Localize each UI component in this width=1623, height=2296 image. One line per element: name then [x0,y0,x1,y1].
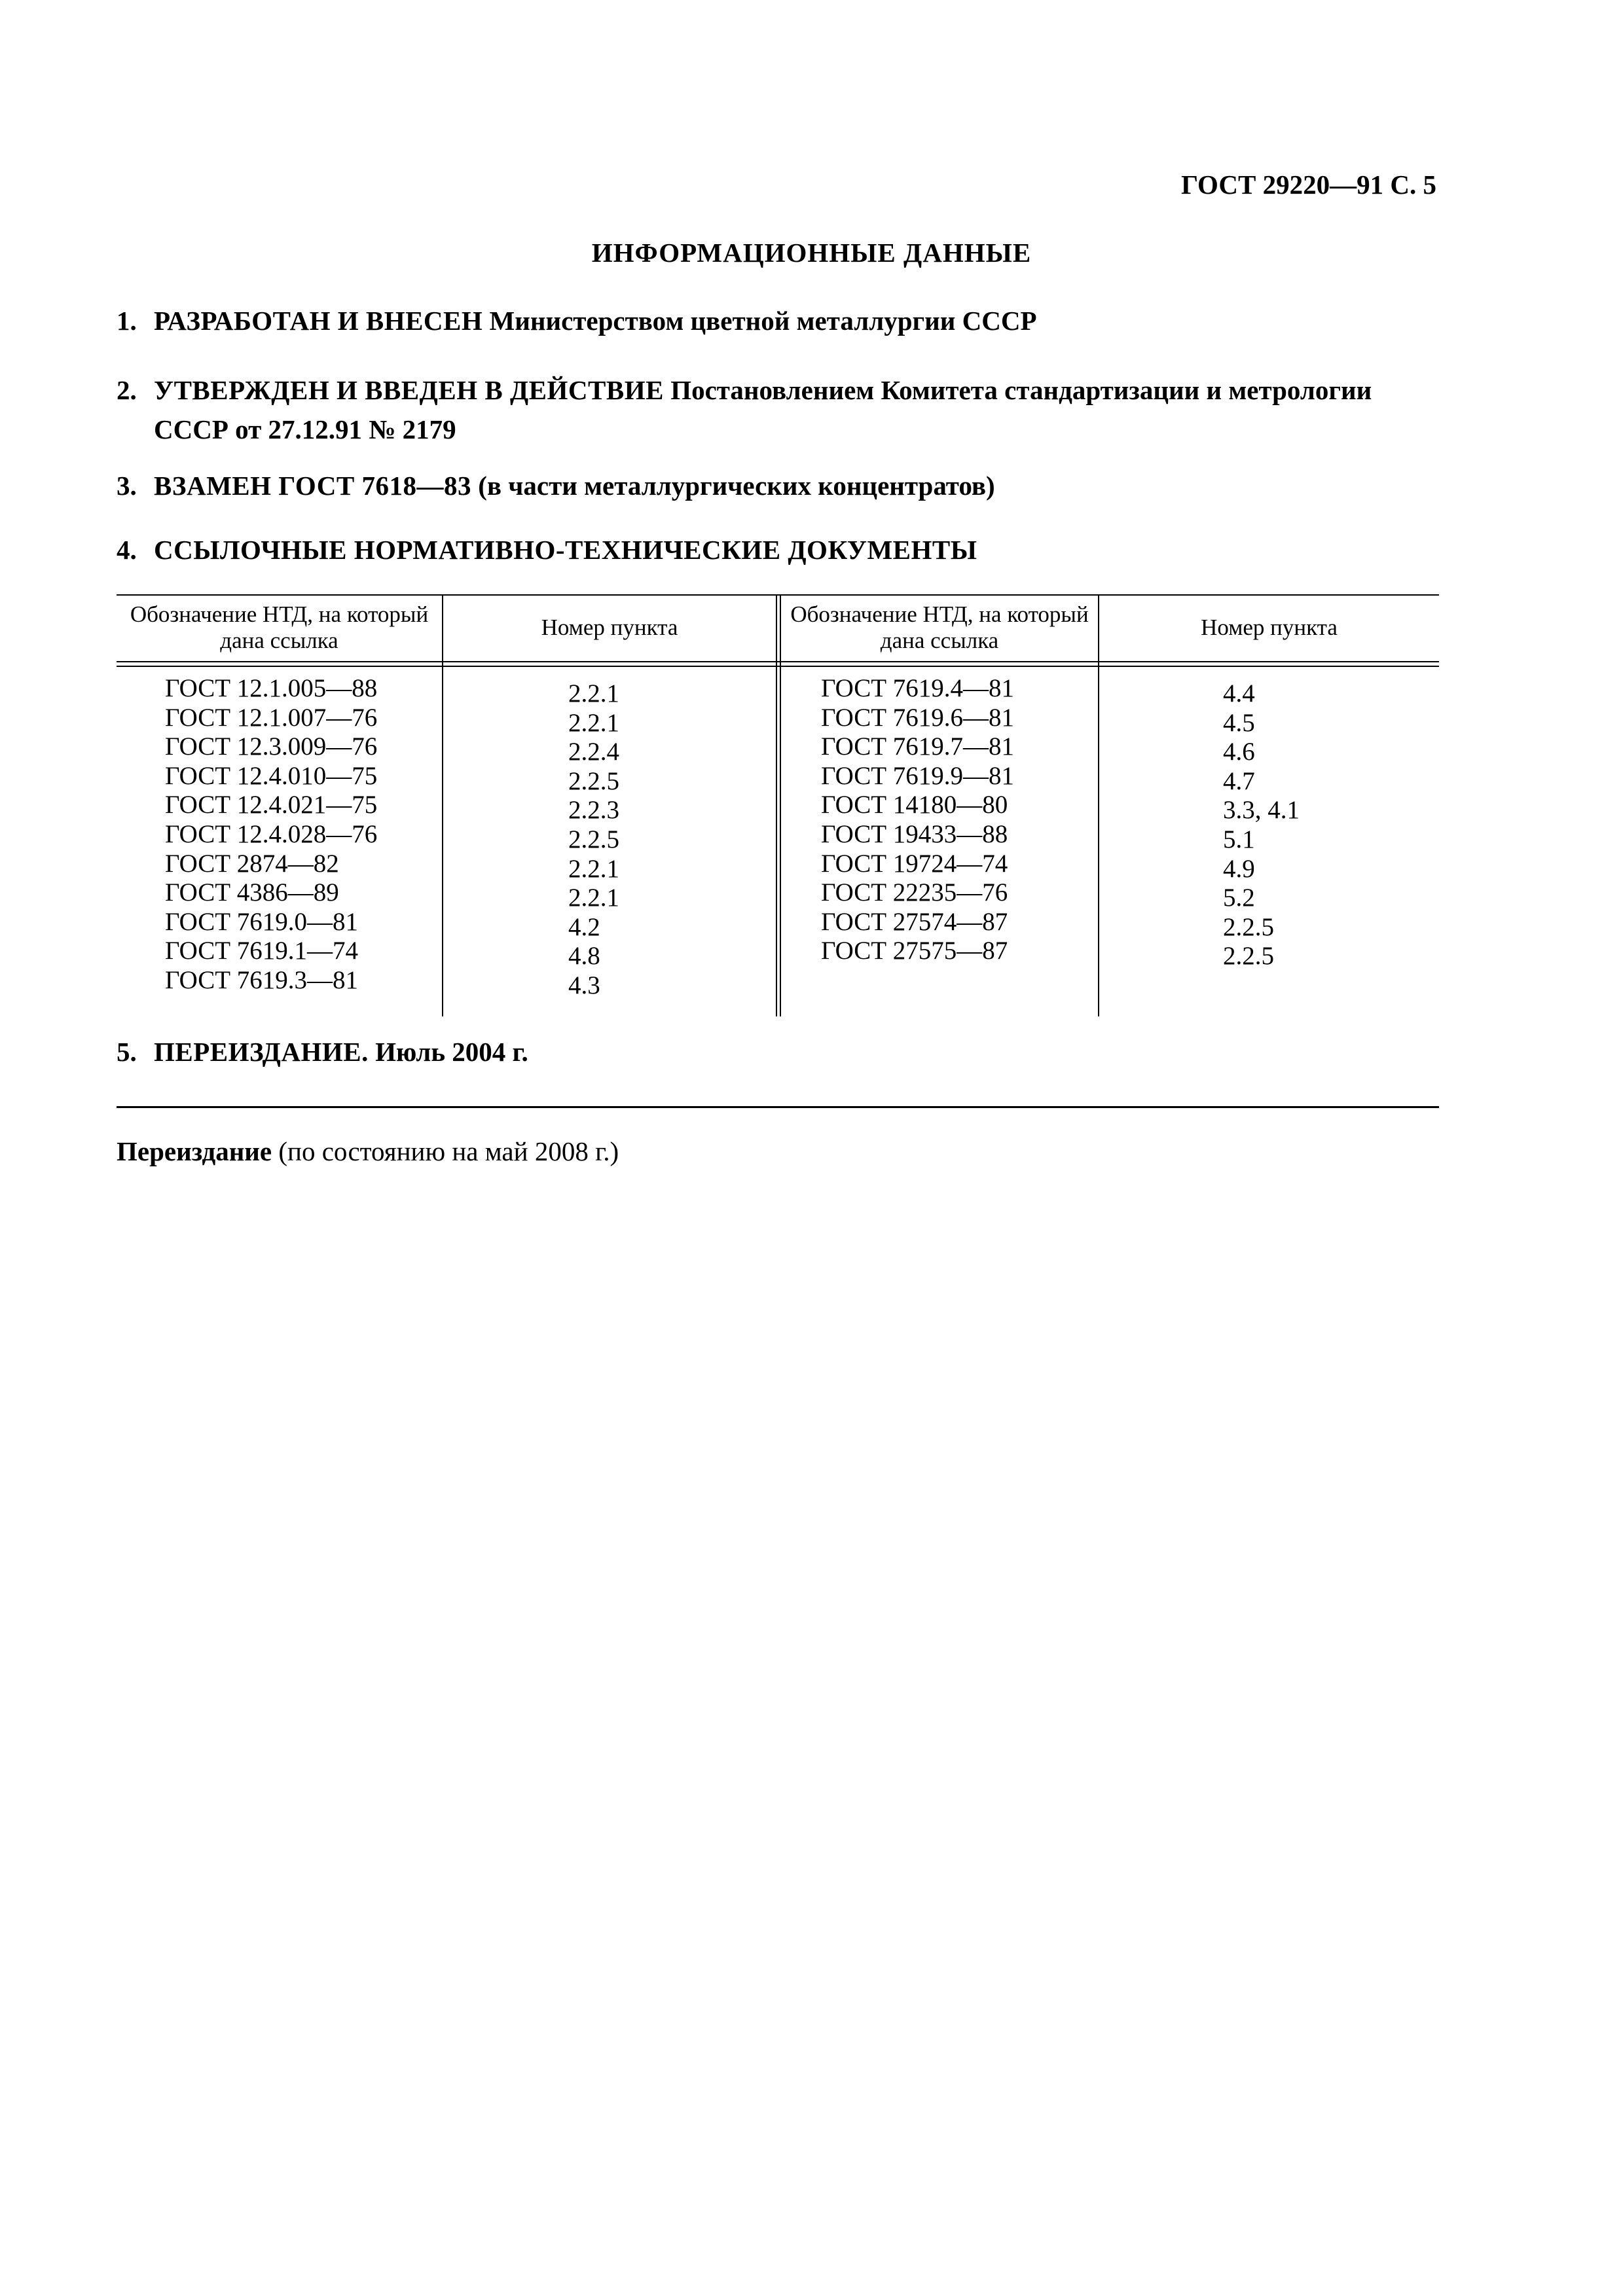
info-item-5 [117,1032,1439,1071]
table-cell-doc: ГОСТ 22235—76 [821,878,1008,907]
table-cell-point: 2.2.1 [568,854,619,883]
table-cell-doc: ГОСТ 4386—89 [165,878,339,907]
table-center-divider [776,594,777,1016]
table-cell-point: 2.2.4 [568,738,619,766]
table-cell-doc: ГОСТ 14180—80 [821,791,1008,819]
left-docs-column [165,674,377,996]
item-caps: РАЗРАБОТАН И ВНЕСЕН [154,306,483,336]
item-caps: УТВЕРЖДЕН И ВВЕДЕН В ДЕЙСТВИЕ [154,375,664,405]
info-item-2 [117,370,1439,449]
reference-documents-table [117,594,1439,1016]
table-cell-point: 2.2.5 [1223,942,1274,971]
table-cell-point: 3.3, 4.1 [1223,796,1300,825]
table-cell-point: 4.3 [568,971,600,999]
table-header-point: Номер пункта [1201,615,1338,640]
table-cell-point: 4.2 [568,912,600,941]
reissue-note-label: Переиздание [117,1136,272,1166]
table-cell-doc: ГОСТ 12.1.005—88 [165,674,378,702]
info-item-4 [117,530,1439,569]
table-cell-doc: ГОСТ 7619.3—81 [165,965,359,994]
table-header-doc: Обозначение НТД, на который дана ссылка [130,601,429,653]
table-cell-doc: ГОСТ 12.1.007—76 [165,703,378,732]
table-cell-point: 4.4 [1223,679,1255,708]
table-cell-doc: ГОСТ 7619.1—74 [165,937,359,965]
table-cell-point: 2.2.5 [568,766,619,795]
reissue-note [117,1136,619,1167]
info-item-3 [117,466,1439,505]
item-number: 4. [117,535,137,565]
table-cell-point: 2.2.5 [568,825,619,853]
table-cell-doc: ГОСТ 7619.6—81 [821,703,1015,732]
item-text: Постановлением Комитета стандартизации и метрологии СССР от 27.12.91 № 2179 [154,375,1372,444]
table-cell-point: 4.9 [1223,854,1255,883]
table-cell-doc: ГОСТ 2874—82 [165,849,339,878]
table-cell-point: 5.2 [1223,884,1255,912]
table-cell-point: 2.2.5 [1223,912,1274,941]
item-caps: ПЕРЕИЗДАНИЕ. [154,1037,369,1067]
page-title: ИНФОРМАЦИОННЫЕ ДАННЫЕ [591,238,1032,268]
table-header-point: Номер пункта [541,615,678,640]
item-number: 5. [117,1037,137,1067]
table-cell-point: 4.7 [1223,766,1255,795]
table-cell-doc: ГОСТ 12.3.009—76 [165,732,378,761]
table-cell-point: 4.5 [1223,708,1255,737]
table-cell-doc: ГОСТ 7619.9—81 [821,761,1015,790]
table-cell-point: 2.2.3 [568,796,619,825]
table-cell-doc: ГОСТ 19433—88 [821,819,1008,848]
table-cell-doc: ГОСТ 7619.4—81 [821,674,1015,702]
item-text: Министерством цветной металлургии СССР [489,306,1037,336]
table-cell-doc: ГОСТ 12.4.028—76 [165,819,378,848]
table-header-rule [117,661,1439,662]
table-cell-doc: ГОСТ 27575—87 [821,937,1008,965]
table-cell-point: 5.1 [1223,825,1255,853]
item-text: (в части металлургических концентратов) [478,471,995,501]
table-cell-point: 4.6 [1223,738,1255,766]
table-cell-point: 2.2.1 [568,679,619,708]
table-cell-point: 2.2.1 [568,884,619,912]
item-text: Июль 2004 г. [375,1037,528,1067]
right-docs-column [821,674,1014,966]
table-cell-doc: ГОСТ 12.4.010—75 [165,761,378,790]
item-number: 3. [117,471,137,501]
left-points-column [568,679,619,1001]
item-number: 2. [117,375,137,405]
item-caps: ССЫЛОЧНЫЕ НОРМАТИВНО-ТЕХНИЧЕСКИЕ ДОКУМЕНТЫ [154,535,977,565]
table-cell-point: 4.8 [568,942,600,971]
table-cell-doc: ГОСТ 19724—74 [821,849,1008,878]
right-points-column [1223,679,1300,971]
table-cell-doc: ГОСТ 7619.7—81 [821,732,1015,761]
page-header-doc-ref: ГОСТ 29220—91 С. 5 [1180,170,1436,200]
table-cell-doc: ГОСТ 12.4.021—75 [165,791,378,819]
table-cell-doc: ГОСТ 7619.0—81 [165,907,359,936]
table-cell-doc: ГОСТ 27574—87 [821,907,1008,936]
table-header-doc: Обозначение НТД, на который дана ссылка [790,601,1089,653]
item-number: 1. [117,306,137,336]
info-item-1 [117,301,1439,340]
reissue-note-text: (по состоянию на май 2008 г.) [278,1136,619,1166]
table-header-rule-double [117,666,1439,667]
item-caps: ВЗАМЕН ГОСТ 7618—83 [154,471,471,501]
footer-rule [117,1106,1439,1108]
table-cell-point: 2.2.1 [568,708,619,737]
